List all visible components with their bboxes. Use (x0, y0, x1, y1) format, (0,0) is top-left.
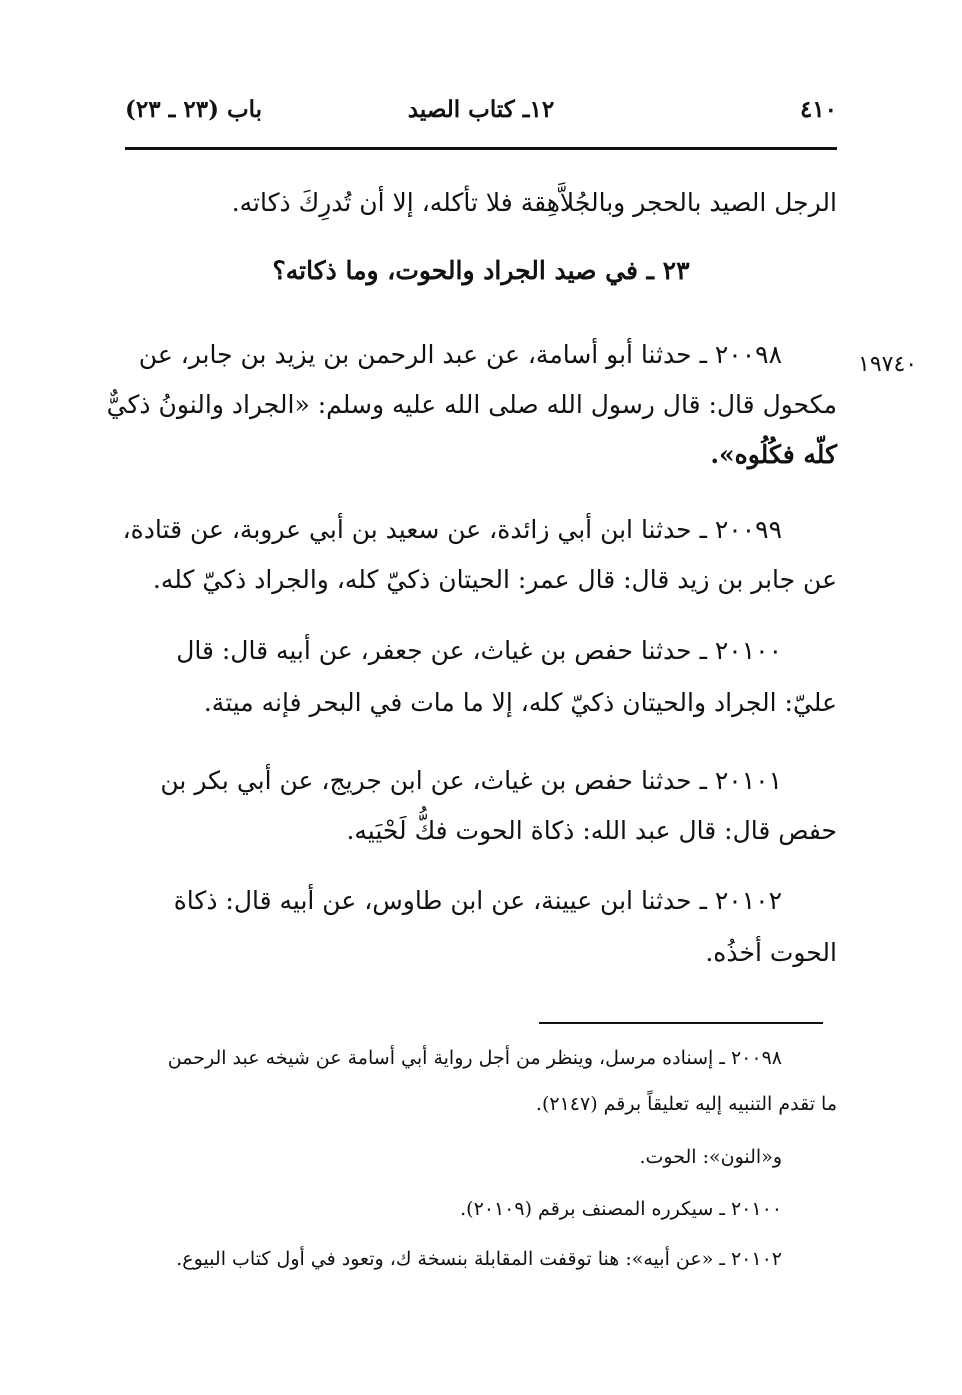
page-header (125, 92, 837, 132)
chapter-label: باب (٢٣ ـ ٢٣) (125, 96, 263, 123)
footnote-rule (539, 1022, 823, 1024)
header-rule (125, 147, 837, 150)
margin-number: ١٩٧٤٠ (858, 352, 918, 377)
page-number: ٤١٠ (799, 96, 837, 123)
footnote-20098-line-1: ٢٠٠٩٨ ـ إسناده مرسل، وينظر من أجل رواية أبي أسامة عن شيخه عبد الرحمن (167, 1047, 782, 1069)
hadith-20099-line-2: عن جابر بن زيد قال: قال عمر: الحيتان ذكيّ كله، والجراد ذكيّ كله. (152, 565, 837, 594)
hadith-20101-line-1: ٢٠١٠١ ـ حدثنا حفص بن غياث، عن ابن جريج، عن أبي بكر بن (160, 766, 782, 795)
hadith-20100-line-1: ٢٠١٠٠ ـ حدثنا حفص بن غياث، عن جعفر، عن أبيه قال: قال (176, 636, 782, 665)
footnote-nun-definition: و«النون»: الحوت. (639, 1146, 782, 1168)
footnote-20100: ٢٠١٠٠ ـ سيكرره المصنف برقم (٢٠١٠٩). (460, 1198, 782, 1220)
hadith-20101-line-2: حفص قال: قال عبد الله: ذكاة الحوت فكُّ لَحْيَيه. (346, 816, 837, 845)
hadith-20098-line-1: ٢٠٠٩٨ ـ حدثنا أبو أسامة، عن عبد الرحمن بن يزيد بن جابر، عن (138, 340, 782, 369)
intro-line: الرجل الصيد بالحجر وبالجُلاَّهِقة فلا تأكله، إلا أن تُدرِكَ ذكاته. (231, 188, 837, 217)
footnote-20098-line-2: ما تقدم التنبيه إليه تعليقاً برقم (٢١٤٧). (535, 1093, 837, 1115)
hadith-20102-line-1: ٢٠١٠٢ ـ حدثنا ابن عيينة، عن ابن طاوس، عن أبيه قال: ذكاة (173, 886, 782, 915)
section-heading: ٢٣ ـ في صيد الجراد والحوت، وما ذكاته؟ (272, 256, 690, 285)
footnote-20102: ٢٠١٠٢ ـ «عن أبيه»: هنا توقفت المقابلة بنسخة ك، وتعود في أول كتاب البيوع. (176, 1248, 782, 1270)
hadith-20098-line-3: كلّه فكُلُوه». (710, 440, 837, 469)
hadith-20098-line-2: مكحول قال: قال رسول الله صلى الله عليه وسلم: «الجراد والنونُ ذكيٌّ (106, 390, 837, 419)
hadith-20102-line-2: الحوت أخذُه. (705, 938, 837, 967)
book-title: ١٢ـ كتاب الصيد (407, 96, 555, 123)
hadith-20100-line-2: عليّ: الجراد والحيتان ذكيّ كله، إلا ما مات في البحر فإنه ميتة. (203, 688, 837, 717)
hadith-20099-line-1: ٢٠٠٩٩ ـ حدثنا ابن أبي زائدة، عن سعيد بن أبي عروبة، عن قتادة، (122, 515, 782, 544)
